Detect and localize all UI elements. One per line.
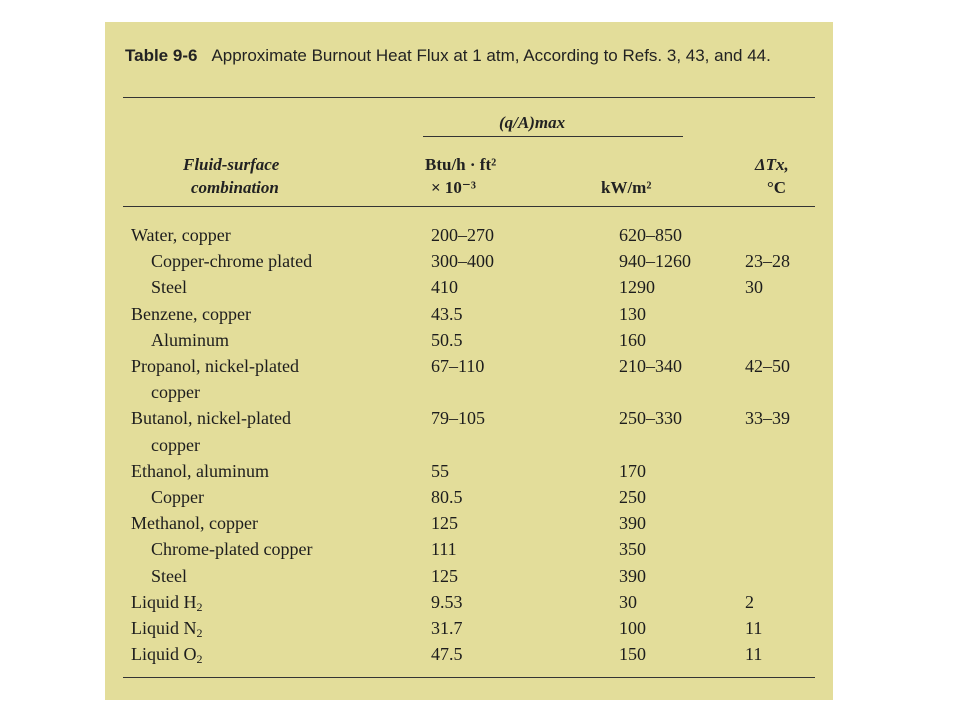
- kw-cell: 100: [619, 618, 646, 638]
- table-row: [105, 353, 833, 379]
- kw-cell: 170: [619, 460, 646, 481]
- kw-cell: 620–850: [619, 225, 682, 245]
- fluid-cell: Liquid O2: [131, 644, 203, 667]
- table-row: [105, 510, 833, 536]
- table-row: [105, 536, 833, 562]
- table-row: [105, 563, 833, 589]
- group-rule: [423, 136, 683, 137]
- fluid-header-line1: Fluid-surface: [183, 155, 280, 174]
- kw-cell: 390: [619, 513, 646, 534]
- kw-cell: 30: [619, 591, 637, 612]
- dt-header-line1: ΔTx,: [755, 155, 789, 174]
- fluid-cell: Steel: [151, 277, 187, 298]
- btu-cell: 410: [431, 277, 458, 298]
- table-row: [105, 405, 833, 431]
- book-page: [105, 22, 833, 700]
- fluid-cell: Chrome-plated copper: [151, 539, 313, 560]
- table-row: [105, 589, 833, 615]
- btu-cell: 43.5: [431, 303, 463, 324]
- dt-cell: 2: [745, 591, 754, 612]
- fluid-cell: Water, copper: [131, 225, 231, 245]
- kw-cell: 1290: [619, 277, 655, 298]
- btu-cell: 111: [431, 539, 457, 560]
- table-number: Table 9-6: [125, 46, 198, 65]
- table-caption: [125, 44, 815, 68]
- fluid-cell: Ethanol, aluminum: [131, 460, 269, 481]
- kw-cell: 160: [619, 329, 646, 350]
- kw-cell: 940–1260: [619, 251, 691, 272]
- table-title: Approximate Burnout Heat Flux at 1 atm, According to Refs. 3, 43, and 44.: [211, 46, 771, 65]
- btu-header-line2: × 10⁻³: [431, 178, 477, 197]
- table-row: [105, 615, 833, 641]
- btu-cell: 79–105: [431, 408, 485, 429]
- fluid-cell: Steel: [151, 565, 187, 586]
- header-rule: [123, 206, 815, 207]
- table-row: [105, 301, 833, 327]
- table-row: [105, 458, 833, 484]
- fluid-cell: Methanol, copper: [131, 513, 258, 534]
- subscript: 2: [196, 626, 203, 640]
- btu-cell: 125: [431, 565, 458, 586]
- table-row: [105, 379, 833, 405]
- table-row: [105, 641, 833, 667]
- fluid-cell: Liquid N2: [131, 618, 203, 640]
- kw-cell: 250: [619, 487, 646, 507]
- kw-cell: 150: [619, 644, 646, 665]
- table-row: [105, 327, 833, 353]
- table-row: [105, 222, 833, 248]
- table-row: [105, 248, 833, 274]
- fluid-cell: Butanol, nickel-plated: [131, 408, 291, 429]
- bottom-rule: [123, 677, 815, 678]
- btu-cell: 47.5: [431, 644, 463, 665]
- dt-cell: 42–50: [745, 356, 790, 376]
- btu-cell: 55: [431, 460, 449, 481]
- btu-cell: 9.53: [431, 591, 463, 612]
- fluid-cell: copper: [151, 434, 200, 455]
- fluid-cell: Propanol, nickel-plated: [131, 356, 299, 376]
- dt-cell: 33–39: [745, 408, 790, 429]
- fluid-cell: copper: [151, 382, 200, 403]
- dt-cell: 23–28: [745, 251, 790, 272]
- fluid-cell: Liquid H2: [131, 591, 203, 614]
- kw-cell: 250–330: [619, 408, 682, 429]
- btu-cell: 80.5: [431, 487, 463, 507]
- btu-cell: 31.7: [431, 618, 463, 638]
- fluid-cell: Aluminum: [151, 329, 230, 350]
- fluid-cell: Benzene, copper: [131, 303, 251, 324]
- subscript: 2: [196, 599, 203, 614]
- table-row: [105, 432, 833, 458]
- btu-header-line1: Btu/h · ft²: [425, 155, 497, 174]
- kw-cell: 350: [619, 539, 646, 560]
- dt-cell: 11: [745, 644, 763, 665]
- kw-header: kW/m²: [601, 178, 652, 197]
- table-row: [105, 484, 833, 510]
- fluid-cell: Copper-chrome plated: [151, 251, 313, 272]
- fluid-cell: Copper: [151, 487, 204, 507]
- btu-cell: 67–110: [431, 356, 485, 376]
- kw-cell: 210–340: [619, 356, 682, 376]
- btu-cell: 300–400: [431, 251, 494, 272]
- subscript: 2: [196, 652, 203, 667]
- top-rule: [123, 97, 815, 98]
- btu-cell: 200–270: [431, 225, 494, 245]
- fluid-header-line2: combination: [191, 178, 279, 197]
- dt-header-line2: °C: [767, 178, 787, 197]
- btu-cell: 50.5: [431, 329, 463, 350]
- btu-cell: 125: [431, 513, 458, 534]
- kw-cell: 130: [619, 303, 646, 324]
- dt-cell: 11: [745, 618, 763, 638]
- kw-cell: 390: [619, 565, 646, 586]
- dt-cell: 30: [745, 277, 763, 298]
- table-row: [105, 274, 833, 300]
- qa-max-header: (q/A)max: [499, 113, 566, 132]
